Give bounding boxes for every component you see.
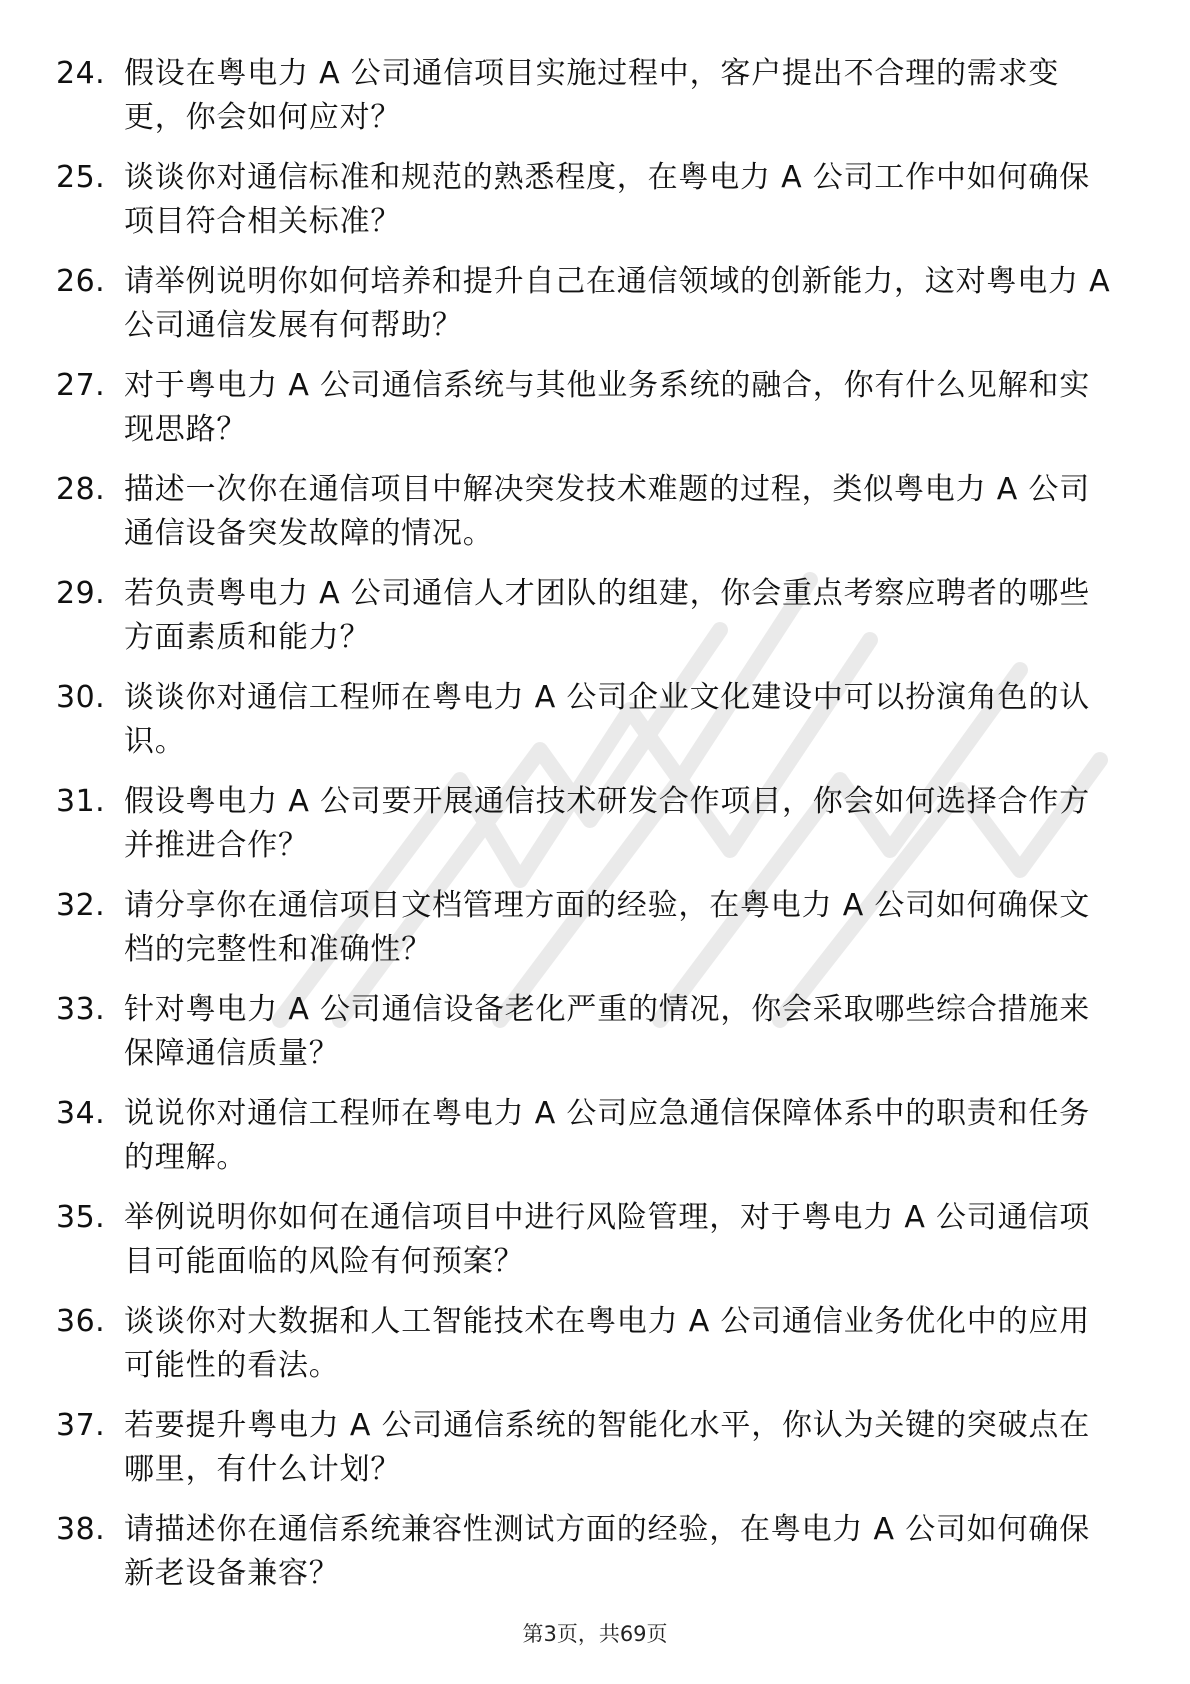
question-item xyxy=(56,1092,1116,1196)
question-text: 描述一次你在通信项目中解决突发技术难题的过程，类似粤电力 A 公司通信设备突发故障的情况。 xyxy=(124,472,1090,551)
question-text: 说说你对通信工程师在粤电力 A 公司应急通信保障体系中的职责和任务的理解。 xyxy=(124,1096,1090,1175)
question-number: 34. xyxy=(56,1096,106,1131)
question-text: 谈谈你对通信工程师在粤电力 A 公司企业文化建设中可以扮演角色的认识。 xyxy=(124,680,1090,759)
question-text: 请举例说明你如何培养和提升自己在通信领域的创新能力，这对粤电力 A 公司通信发展有何帮助？ xyxy=(124,264,1111,343)
question-text: 请描述你在通信系统兼容性测试方面的经验，在粤电力 A 公司如何确保新老设备兼容？ xyxy=(124,1512,1090,1591)
question-number: 37. xyxy=(56,1408,106,1443)
question-text: 请分享你在通信项目文档管理方面的经验，在粤电力 A 公司如何确保文档的完整性和准确性？ xyxy=(124,888,1090,967)
question-number: 35. xyxy=(56,1200,106,1235)
question-text: 若要提升粤电力 A 公司通信系统的智能化水平，你认为关键的突破点在哪里，有什么计划？ xyxy=(124,1408,1090,1487)
question-number: 31. xyxy=(56,784,106,819)
question-item xyxy=(56,676,1116,780)
question-item xyxy=(56,988,1116,1092)
question-item xyxy=(56,364,1116,468)
question-number: 30. xyxy=(56,680,106,715)
question-text: 针对粤电力 A 公司通信设备老化严重的情况，你会采取哪些综合措施来保障通信质量？ xyxy=(124,992,1090,1071)
question-number: 29. xyxy=(56,576,106,611)
question-list xyxy=(56,52,1116,1612)
question-number: 25. xyxy=(56,160,106,195)
question-text: 举例说明你如何在通信项目中进行风险管理，对于粤电力 A 公司通信项目可能面临的风险有何预案？ xyxy=(124,1200,1090,1279)
question-text: 假设在粤电力 A 公司通信项目实施过程中，客户提出不合理的需求变更，你会如何应对？ xyxy=(124,56,1060,135)
question-item xyxy=(56,1196,1116,1300)
question-item xyxy=(56,884,1116,988)
question-text: 若负责粤电力 A 公司通信人才团队的组建，你会重点考察应聘者的哪些方面素质和能力？ xyxy=(124,576,1090,655)
question-number: 28. xyxy=(56,472,106,507)
question-item xyxy=(56,1508,1116,1612)
question-number: 38. xyxy=(56,1512,106,1547)
question-text: 假设粤电力 A 公司要开展通信技术研发合作项目，你会如何选择合作方并推进合作？ xyxy=(124,784,1090,863)
question-number: 33. xyxy=(56,992,106,1027)
question-number: 27. xyxy=(56,368,106,403)
question-number: 36. xyxy=(56,1304,106,1339)
question-item xyxy=(56,572,1116,676)
question-text: 谈谈你对大数据和人工智能技术在粤电力 A 公司通信业务优化中的应用可能性的看法。 xyxy=(124,1304,1090,1383)
question-number: 32. xyxy=(56,888,106,923)
question-text: 谈谈你对通信标准和规范的熟悉程度，在粤电力 A 公司工作中如何确保项目符合相关标准？ xyxy=(124,160,1090,239)
question-item xyxy=(56,260,1116,364)
question-text: 对于粤电力 A 公司通信系统与其他业务系统的融合，你有什么见解和实现思路？ xyxy=(124,368,1090,447)
question-item xyxy=(56,156,1116,260)
question-item xyxy=(56,468,1116,572)
question-item xyxy=(56,52,1116,156)
page-footer: 第3页，共69页 xyxy=(522,1622,668,1646)
question-item xyxy=(56,1404,1116,1508)
question-item xyxy=(56,780,1116,884)
question-item xyxy=(56,1300,1116,1404)
question-number: 24. xyxy=(56,56,106,91)
question-number: 26. xyxy=(56,264,106,299)
